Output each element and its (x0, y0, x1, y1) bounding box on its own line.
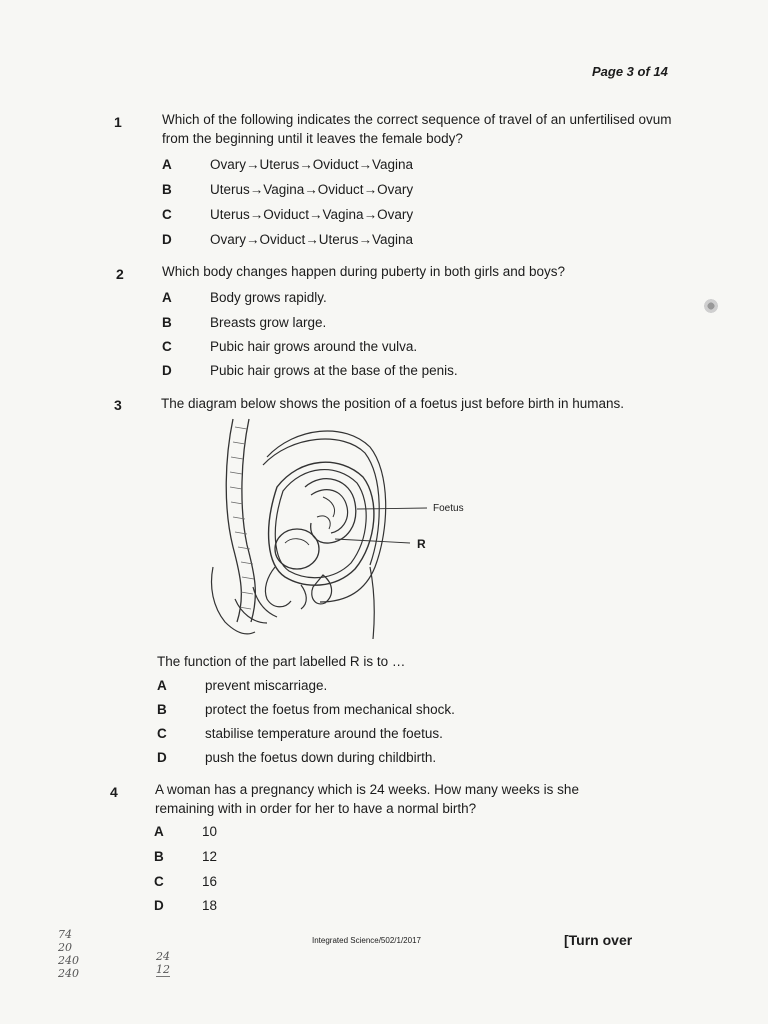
option-text: Uterus→Oviduct→Vagina→Ovary (210, 207, 414, 222)
option-b[interactable]: B protect the foetus from mechanical shock. (157, 702, 455, 717)
page-number: Page 3 of 14 (592, 64, 668, 79)
option-text: 10 (202, 824, 218, 839)
question-text: Which of the following indicates the correct sequence of travel of an unfertilised ovum from the beginning until it leaves the female body? (162, 112, 672, 146)
option-text: 18 (202, 898, 218, 913)
option-d[interactable]: D push the foetus down during childbirth. (157, 750, 437, 765)
option-b[interactable]: B 12 (154, 849, 218, 864)
option-text: Ovary→Uterus→Oviduct→Vagina (210, 157, 414, 172)
option-text: stabilise temperature around the foetus. (205, 726, 443, 741)
question-number: 1 (114, 114, 122, 130)
footer-paper-code: Integrated Science/502/1/2017 (312, 936, 421, 945)
option-text: Pubic hair grows at the base of the penis. (210, 363, 458, 378)
option-text: Body grows rapidly. (210, 290, 327, 305)
option-a[interactable]: A Body grows rapidly. (162, 290, 327, 305)
option-text: prevent miscarriage. (205, 678, 328, 693)
option-a[interactable]: A Ovary→Uterus→Oviduct→Vagina (162, 157, 414, 172)
turn-over-note: [Turn over (564, 932, 633, 948)
option-b[interactable]: B Breasts grow large. (162, 315, 327, 330)
label-r: R (417, 537, 426, 551)
option-c[interactable]: C Pubic hair grows around the vulva. (162, 339, 418, 354)
label-foetus: Foetus (433, 503, 464, 514)
option-text: Pubic hair grows around the vulva. (210, 339, 418, 354)
question-text: Which body changes happen during puberty in both girls and boys? (162, 264, 566, 279)
question-text: A woman has a pregnancy which is 24 weeks. How many weeks is she remaining with in order for her to have a normal birth? (155, 782, 579, 816)
handwritten-note-right: 24 12 (156, 950, 170, 976)
option-text: Ovary→Oviduct→Uterus→Vagina (210, 232, 414, 247)
option-text: push the foetus down during childbirth. (205, 750, 437, 765)
question-number: 4 (110, 784, 118, 800)
option-text: 16 (202, 874, 218, 889)
option-d[interactable]: D Ovary→Oviduct→Uterus→Vagina (162, 232, 414, 247)
option-a[interactable]: A prevent miscarriage. (157, 678, 328, 693)
question-number: 3 (114, 397, 122, 413)
foetus-diagram (205, 417, 430, 642)
handwritten-note-left: 74 20 240 240 (58, 928, 79, 980)
option-c[interactable]: C Uterus→Oviduct→Vagina→Ovary (162, 207, 414, 222)
option-text: Breasts grow large. (210, 315, 327, 330)
option-d[interactable]: D 18 (154, 898, 218, 913)
option-b[interactable]: B Uterus→Vagina→Oviduct→Ovary (162, 182, 414, 197)
question-subtext: The function of the part labelled R is to … (157, 654, 406, 669)
question-number: 2 (116, 266, 124, 282)
option-text: protect the foetus from mechanical shock. (205, 702, 455, 717)
option-c[interactable]: C stabilise temperature around the foetus. (157, 726, 443, 741)
option-c[interactable]: C 16 (154, 874, 218, 889)
question-text: The diagram below shows the position of a foetus just before birth in humans. (161, 396, 625, 411)
ink-speck (702, 299, 720, 313)
option-text: 12 (202, 849, 218, 864)
option-d[interactable]: D Pubic hair grows at the base of the penis. (162, 363, 458, 378)
option-a[interactable]: A 10 (154, 824, 218, 839)
option-text: Uterus→Vagina→Oviduct→Ovary (210, 182, 414, 197)
